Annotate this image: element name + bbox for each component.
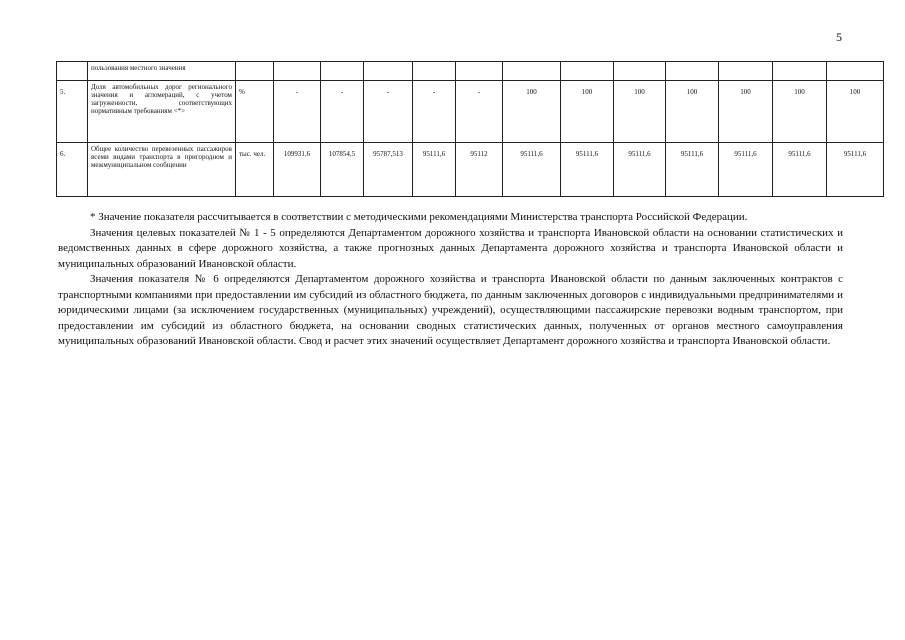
- cell-value: [364, 62, 413, 81]
- cell-value: 95111,6: [413, 143, 456, 197]
- cell-value: 100: [503, 81, 561, 143]
- note-paragraph-indicator-6: Значения показателя № 6 определяются Департаментом дорожного хозяйства и транспорта Ивановской области по данным заключенных контрактов с транспортными компаниями при предоставлении им субсидий из областного бюджета, по данным заключенных договоров с индивидуальными предпринимателями и юридическими лицами (за исключением государственных (муниципальных) учреждений), осуществляющими пассажирские перевозки водным транспортом, при предоставлении им субсидий из областного бюджета, на основании сводных статистических данных, полученных от органов местного самоуправления муниципальных образований Ивановской области. Свод и расчет этих значений осуществляет Департамент дорожного хозяйства и транспорта Ивановской области.: [58, 273, 843, 347]
- cell-value: [274, 62, 321, 81]
- cell-value: [719, 62, 773, 81]
- cell-name: пользования местного значения: [88, 62, 236, 81]
- cell-index: 5.: [57, 81, 88, 143]
- cell-value: [456, 62, 503, 81]
- cell-value: 107854,5: [321, 143, 364, 197]
- cell-value: 100: [827, 81, 884, 143]
- cell-value: 95112: [456, 143, 503, 197]
- cell-value: 109931,6: [274, 143, 321, 197]
- cell-value: 95111,6: [614, 143, 666, 197]
- cell-value: [321, 62, 364, 81]
- cell-value: 95787,513: [364, 143, 413, 197]
- cell-name: Общее количество перевезенных пассажиров всеми видами транспорта в пригородном и межмуниципальном сообщении: [88, 143, 236, 197]
- cell-index: [57, 62, 88, 81]
- cell-value: [614, 62, 666, 81]
- note-paragraph-indicators-1-5: Значения целевых показателей № 1 - 5 определяются Департаментом дорожного хозяйства и транспорта Ивановской области на основании статистических и ведомственных данных в сфере дорожного хозяйства, а также прогнозных данных Департамента дорожного хозяйства и транспорта Ивановской области и муниципальных образований Ивановской области.: [58, 226, 843, 270]
- cell-value: 100: [561, 81, 614, 143]
- cell-value: [666, 62, 719, 81]
- table-row-indicator-6: [57, 143, 884, 197]
- cell-unit: тыс. чел.: [236, 143, 274, 197]
- cell-value: 95111,6: [719, 143, 773, 197]
- cell-unit: %: [236, 81, 274, 143]
- cell-value: -: [321, 81, 364, 143]
- note-paragraph-methodology: * Значение показателя рассчитывается в соответствии с методическими рекомендациями Министерства транспорта Российской Федерации.: [90, 211, 748, 223]
- indicators-table: [56, 61, 884, 197]
- cell-value: [413, 62, 456, 81]
- cell-index: 6.: [57, 143, 88, 197]
- cell-value: [503, 62, 561, 81]
- cell-value: [827, 62, 884, 81]
- table-row-indicator-5: [57, 81, 884, 143]
- cell-value: 95111,6: [561, 143, 614, 197]
- cell-unit: [236, 62, 274, 81]
- cell-value: -: [413, 81, 456, 143]
- cell-value: 100: [666, 81, 719, 143]
- cell-value: 100: [773, 81, 827, 143]
- cell-value: [773, 62, 827, 81]
- page-number: 5: [836, 30, 842, 44]
- cell-value: 95111,6: [827, 143, 884, 197]
- cell-value: -: [456, 81, 503, 143]
- cell-value: -: [364, 81, 413, 143]
- cell-value: -: [274, 81, 321, 143]
- cell-value: 100: [719, 81, 773, 143]
- cell-value: 95111,6: [773, 143, 827, 197]
- cell-name: Доля автомобильных дорог регионального значения и агломераций, с учетом загруженности, соответствующих нормативным требованиям <*>: [88, 81, 236, 143]
- cell-value: [561, 62, 614, 81]
- cell-value: 95111,6: [503, 143, 561, 197]
- cell-value: 95111,6: [666, 143, 719, 197]
- cell-value: 100: [614, 81, 666, 143]
- table-row-continued: [57, 62, 884, 81]
- notes-section: [58, 210, 843, 350]
